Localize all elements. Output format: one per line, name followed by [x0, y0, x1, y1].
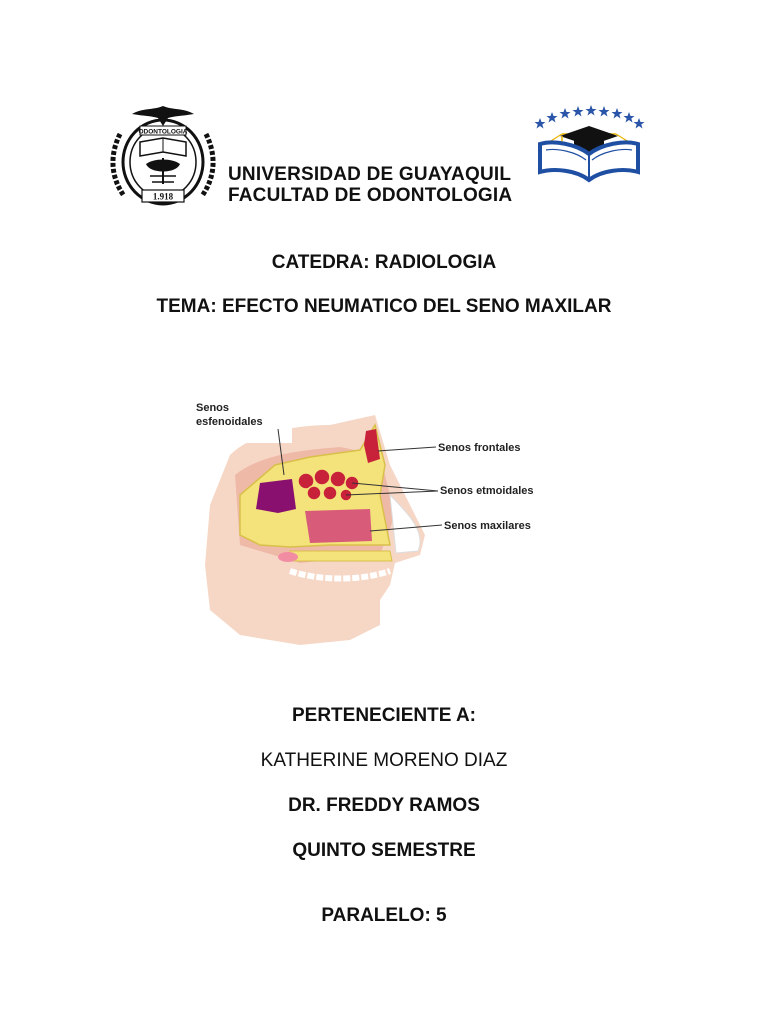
tema-heading: TEMA: EFECTO NEUMATICO DEL SENO MAXILAR [156, 296, 612, 317]
doctor-name: DR. FREDDY RAMOS [288, 795, 480, 816]
label-sphenoid-line2: esfenoidales [196, 416, 263, 428]
semester: QUINTO SEMESTRE [292, 840, 476, 861]
catedra-heading: CATEDRA: RADIOLOGIA [271, 252, 497, 273]
faculty-name: FACULTAD DE ODONTOLOGIA [228, 185, 513, 206]
paralelo: PARALELO: 5 [321, 905, 447, 926]
seal-year: 1.918 [152, 191, 174, 202]
label-sphenoid-line1: Senos [196, 402, 230, 414]
university-seal-icon [106, 104, 220, 208]
perteneciente-heading: PERTENECIENTE A: [291, 705, 477, 726]
seal-top-text: ODONTOLOGIA [138, 128, 188, 136]
student-name: KATHERINE MORENO DIAZ [260, 750, 508, 771]
label-frontal: Senos frontales [438, 442, 521, 454]
sinus-anatomy-figure [180, 395, 570, 650]
label-ethmoid: Senos etmoidales [440, 485, 534, 497]
graduation-cap-book-icon [532, 104, 646, 184]
university-name: UNIVERSIDAD DE GUAYAQUIL [228, 164, 512, 185]
label-maxillary: Senos maxilares [444, 520, 531, 532]
